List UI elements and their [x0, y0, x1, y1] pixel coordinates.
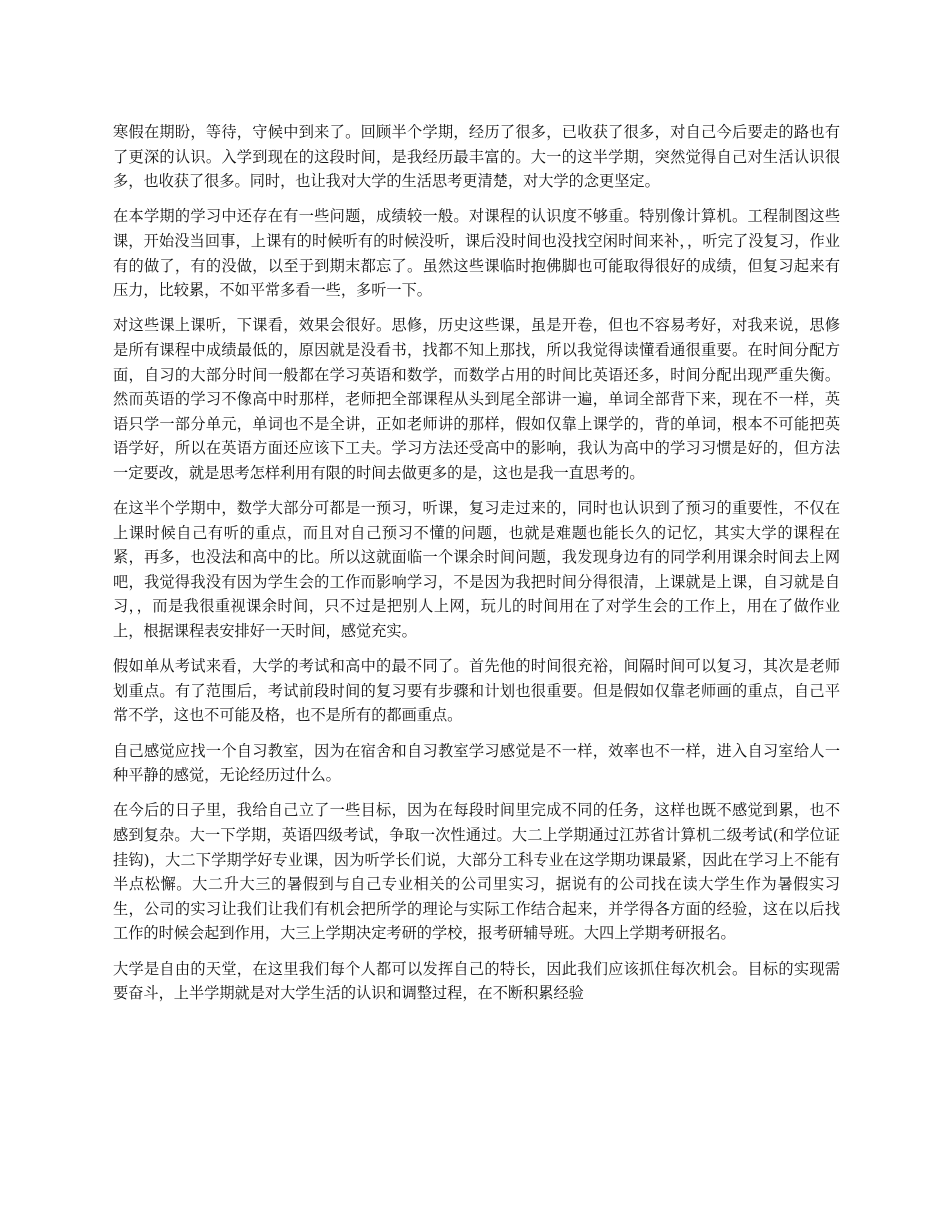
paragraph-math-preview: 在这半个学期中，数学大部分可都是一预习，听课，复习走过来的，同时也认识到了预习的重要性，不仅在上课时候自己有听的重点，而且对自己预习不懂的问题，也就是难题也能长久的记忆，其实大学的课程在紧，再多，也没法和高中的比。所以这就面临一个课余时间问题，我发现身边有的同学利用课余时间去上网吧，我觉得我没有因为学生会的工作而影响学习，不是因为我把时间分得很清，上课就是上课，自习就是自习，，而是我很重视课余时间，只不过是把别人上网，玩儿的时间用在了对学生会的工作上，用在了做作业上，根据课程表安排好一天时间，感觉充实。 [113, 499, 840, 641]
paragraph-study-problems: 在本学期的学习中还存在有一些问题，成绩较一般。对课程的认识度不够重。特别像计算机。工程制图这些课，开始没当回事，上课有的时候听有的时候没听，课后没时间也没找空闲时间来补，，听完了没复习，作业有的做了，有的没做，以至于到期末都忘了。虽然这些课临时抱佛脚也可能取得很好的成绩，但复习起来有压力，比较累，不如平常多看一些，多听一下。 [113, 207, 840, 300]
paragraph-time-allocation: 对这些课上课听，下课看，效果会很好。思修，历史这些课，虽是开卷，但也不容易考好，对我来说，思修是所有课程中成绩最低的，原因就是没看书，找都不知上那找，所以我觉得读懂看通很重要。在时间分配方面，自习的大部分时间一般都在学习英语和数学，而数学占用的时间比英语还多，时间分配出现严重失衡。然而英语的学习不像高中时那样，老师把全部课程从头到尾全部讲一遍，单词全部背下来，现在不一样，英语只学一部分单元，单词也不是全讲，正如老师讲的那样，假如仅靠上课学的，背的单词，根本不可能把英语学好，所以在英语方面还应该下工夫。学习方法还受高中的影响，我认为高中的学习习惯是好的，但方法一定要改，就是思考怎样利用有限的时间去做更多的是，这也是我一直思考的。 [113, 316, 840, 482]
paragraph-future-goals: 在今后的日子里，我给自己立了一些目标，因为在每段时间里完成不同的任务，这样也既不感觉到累，也不感到复杂。大一下学期，英语四级考试，争取一次性通过。大二上学期通过江苏省计算机二级考试(和学位证挂钩)，大二下学期学好专业课，因为听学长们说，大部分工科专业在这学期功课最紧，因此在学习上不能有半点松懈。大二升大三的暑假到与自己专业相关的公司里实习，据说有的公司找在读大学生作为暑假实习生，公司的实习让我们让我们有机会把所学的理论与实际工作结合起来，并学得各方面的经验，这在以后找工作的时候会起到作用，大三上学期决定考研的学校，报考研辅导班。大四上学期考研报名。 [113, 801, 840, 943]
paragraph-exams: 假如单从考试来看，大学的考试和高中的最不同了。首先他的时间很充裕，间隔时间可以复习，其次是老师划重点。有了范围后，考试前段时间的复习要有步骤和计划也很重要。但是假如仅靠老师画的重点，自己平常不学，这也不可能及格，也不是所有的都画重点。 [113, 657, 840, 725]
document-body [113, 120, 840, 1016]
paragraph-university-freedom: 大学是自由的天堂，在这里我们每个人都可以发挥自己的特长，因此我们应该抓住每次机会。目标的实现需要奋斗，上半学期就是对大学生活的认识和调整过程，在不断积累经验 [113, 959, 840, 1003]
paragraph-winter-break: 寒假在期盼，等待，守候中到来了。回顾半个学期，经历了很多，已收获了很多，对自己今后要走的路也有了更深的认识。入学到现在的这段时间，是我经历最丰富的。大一的这半学期，突然觉得自己对生活认识很多，也收获了很多。同时，也让我对大学的生活思考更清楚，对大学的念更坚定。 [113, 123, 840, 191]
paragraph-study-room: 自己感觉应找一个自习教室，因为在宿舍和自习教室学习感觉是不一样，效率也不一样，进入自习室给人一种平静的感觉，无论经历过什么。 [113, 741, 840, 785]
